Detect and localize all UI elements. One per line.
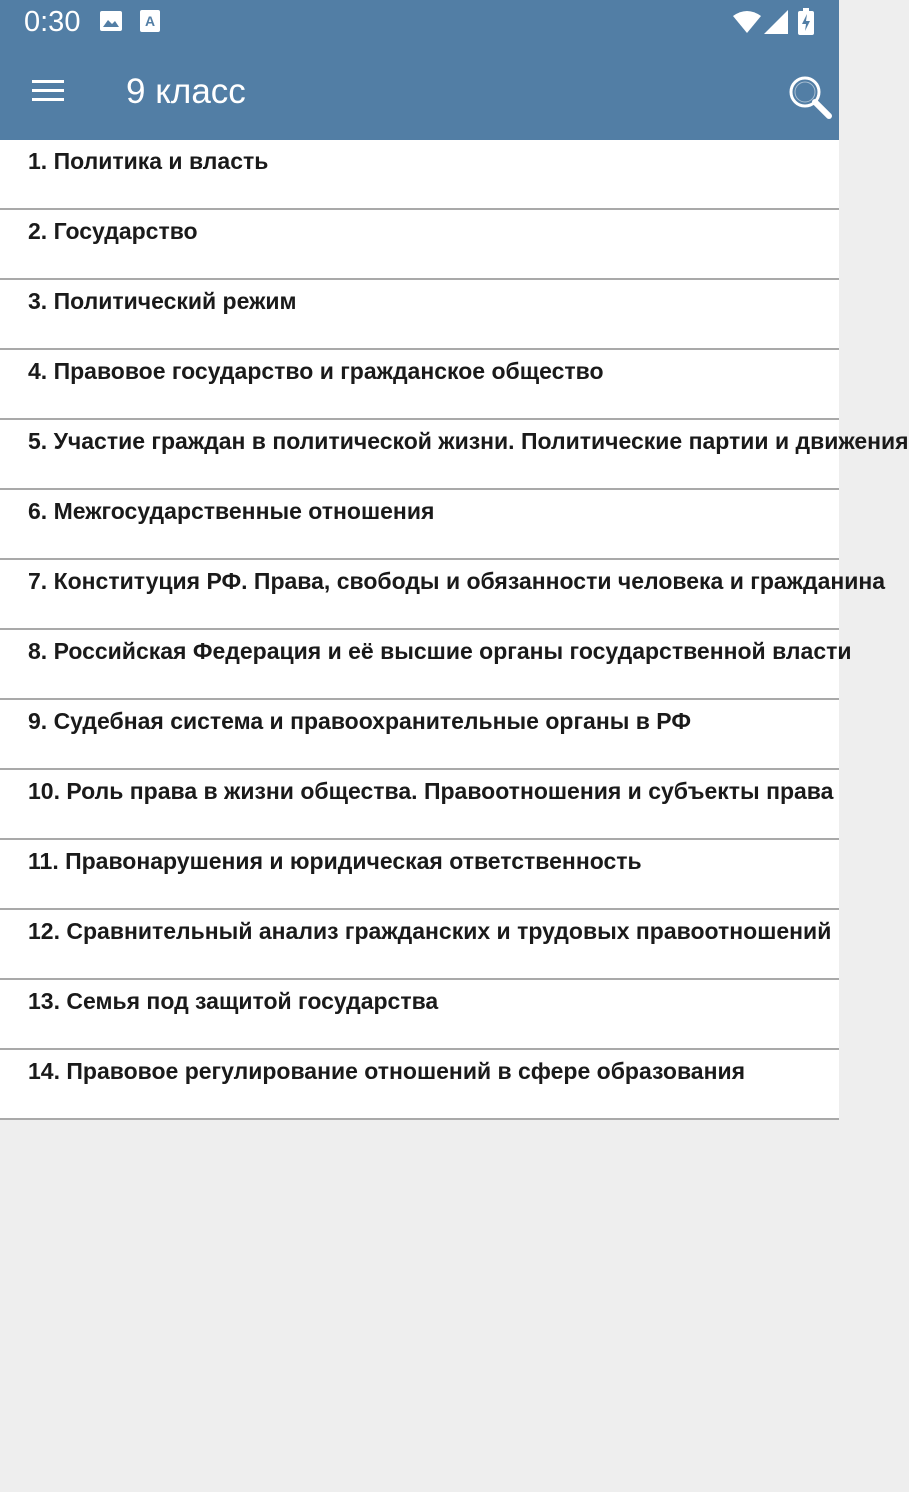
list-item[interactable] — [0, 420, 909, 490]
list-item-label: 10. Роль права в жизни общества. Правоотношения и субъекты права — [28, 778, 834, 804]
list-item[interactable] — [0, 630, 852, 700]
wifi-icon — [733, 10, 761, 34]
list-item-label: 8. Российская Федерация и её высшие органы государственной власти — [28, 638, 852, 664]
status-bar — [0, 0, 839, 44]
list-item-label: 11. Правонарушения и юридическая ответственность — [28, 848, 642, 874]
list-item[interactable] — [0, 490, 839, 560]
list-item[interactable] — [0, 210, 839, 280]
list-item-label: 2. Государство — [28, 218, 198, 244]
topic-list — [0, 140, 909, 1120]
list-item[interactable] — [0, 980, 839, 1050]
battery-icon — [798, 8, 814, 35]
list-item[interactable] — [0, 1050, 839, 1120]
list-item-label: 4. Правовое государство и гражданское общество — [28, 358, 604, 384]
list-item[interactable] — [0, 560, 886, 630]
list-item-label: 12. Сравнительный анализ гражданских и трудовых правоотношений — [28, 918, 832, 944]
search-button[interactable] — [787, 74, 833, 120]
list-item[interactable] — [0, 770, 839, 840]
list-item-label: 3. Политический режим — [28, 288, 297, 314]
list-item-label: 13. Семья под защитой государства — [28, 988, 439, 1014]
list-item[interactable] — [0, 700, 839, 770]
hamburger-icon — [30, 74, 68, 108]
status-time: 0:30 — [24, 6, 81, 38]
list-item-label: 1. Политика и власть — [28, 148, 269, 174]
list-item-label: 7. Конституция РФ. Права, свободы и обязанности человека и гражданина — [28, 568, 886, 594]
signal-icon — [764, 10, 788, 34]
list-item-label: 6. Межгосударственные отношения — [28, 498, 435, 524]
list-item[interactable] — [0, 910, 839, 980]
list-item[interactable] — [0, 840, 839, 910]
list-item[interactable] — [0, 280, 839, 350]
list-item[interactable] — [0, 140, 839, 210]
menu-button[interactable] — [30, 74, 68, 108]
list-item-label: 5. Участие граждан в политической жизни. Политические партии и движения — [28, 428, 909, 454]
keyboard-a-icon — [140, 10, 160, 32]
page-title: 9 класс — [126, 72, 246, 111]
search-icon — [787, 74, 833, 120]
image-icon — [100, 11, 122, 31]
list-item-label: 14. Правовое регулирование отношений в сфере образования — [28, 1058, 746, 1084]
svg-text:A: A — [144, 13, 156, 29]
app-bar — [0, 44, 839, 140]
list-item-label: 9. Судебная система и правоохранительные органы в РФ — [28, 708, 691, 734]
list-item[interactable] — [0, 350, 839, 420]
